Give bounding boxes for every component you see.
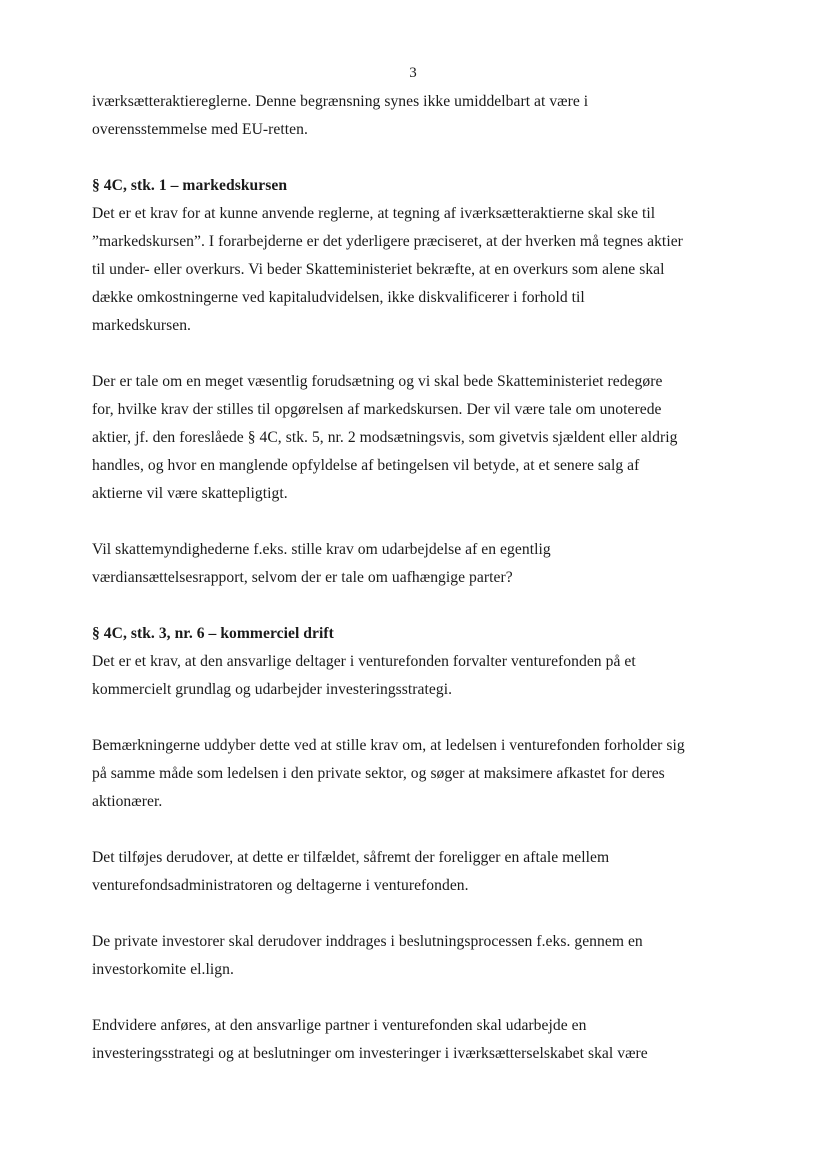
text-line: for, hvilke krav der stilles til opgørelsen af markedskursen. Der vil være tale om unoterede [92, 401, 662, 418]
text-line: Bemærkningerne uddyber dette ved at stille krav om, at ledelsen i venturefonden forholder sig [92, 737, 685, 754]
paragraph [92, 368, 772, 508]
text-line: dække omkostningerne ved kapitaludvidelsen, ikke diskvalificerer i forhold til [92, 289, 585, 306]
text-line: aktierne vil være skattepligtigt. [92, 485, 288, 502]
text-line: Vil skattemyndighederne f.eks. stille krav om udarbejdelse af en egentlig [92, 541, 551, 558]
text-line: aktionærer. [92, 793, 163, 810]
text-line: Det er et krav, at den ansvarlige deltager i venturefonden forvalter venturefonden på et [92, 653, 636, 670]
text-line: Endvidere anføres, at den ansvarlige partner i venturefonden skal udarbejde en [92, 1017, 587, 1034]
document-body [92, 88, 772, 1068]
text-line: Det tilføjes derudover, at dette er tilfældet, såfremt der foreligger en aftale mellem [92, 849, 610, 866]
section-heading-markedskursen: § 4C, stk. 1 – markedskursen [92, 177, 288, 194]
text-line: investeringsstrategi og at beslutninger om investeringer i iværksætterselskabet skal være [92, 1045, 648, 1062]
text-line: iværksætteraktiereglerne. Denne begrænsning synes ikke umiddelbart at være i [92, 93, 589, 110]
paragraph [92, 200, 772, 340]
text-line: på samme måde som ledelsen i den private sektor, og søger at maksimere afkastet for deres [92, 765, 665, 782]
paragraph [92, 732, 772, 816]
text-line: aktier, jf. den foreslåede § 4C, stk. 5, nr. 2 modsætningsvis, som givetvis sjældent eller aldrig [92, 429, 678, 446]
page-number: 3 [409, 65, 417, 81]
paragraph [92, 648, 772, 704]
text-line: Der er tale om en meget væsentlig forudsætning og vi skal bede Skatteministeriet redegøre [92, 373, 663, 390]
text-line: Det er et krav for at kunne anvende reglerne, at tegning af iværksætteraktierne skal ske til [92, 205, 656, 222]
text-line: til under- eller overkurs. Vi beder Skatteministeriet bekræfte, at en overkurs som alene skal [92, 261, 665, 278]
text-line: handles, og hvor en manglende opfyldelse af betingelsen vil betyde, at et senere salg af [92, 457, 640, 474]
text-line: markedskursen. [92, 317, 191, 334]
paragraph [92, 1012, 772, 1068]
text-line: værdiansættelsesrapport, selvom der er tale om uafhængige parter? [92, 569, 513, 586]
paragraph [92, 536, 772, 592]
intro-paragraph [92, 88, 772, 144]
text-line: venturefondsadministratoren og deltagerne i venturefonden. [92, 877, 469, 894]
paragraph [92, 844, 772, 900]
paragraph [92, 928, 772, 984]
text-line: De private investorer skal derudover inddrages i beslutningsprocessen f.eks. gennem en [92, 933, 643, 950]
text-line: overensstemmelse med EU-retten. [92, 121, 308, 138]
section-heading-kommerciel-drift: § 4C, stk. 3, nr. 6 – kommerciel drift [92, 625, 334, 642]
text-line: investorkomite el.lign. [92, 961, 234, 978]
text-line: ”markedskursen”. I forarbejderne er det yderligere præciseret, at der hverken må tegnes aktier [92, 233, 683, 250]
text-line: kommercielt grundlag og udarbejder investeringsstrategi. [92, 681, 453, 698]
